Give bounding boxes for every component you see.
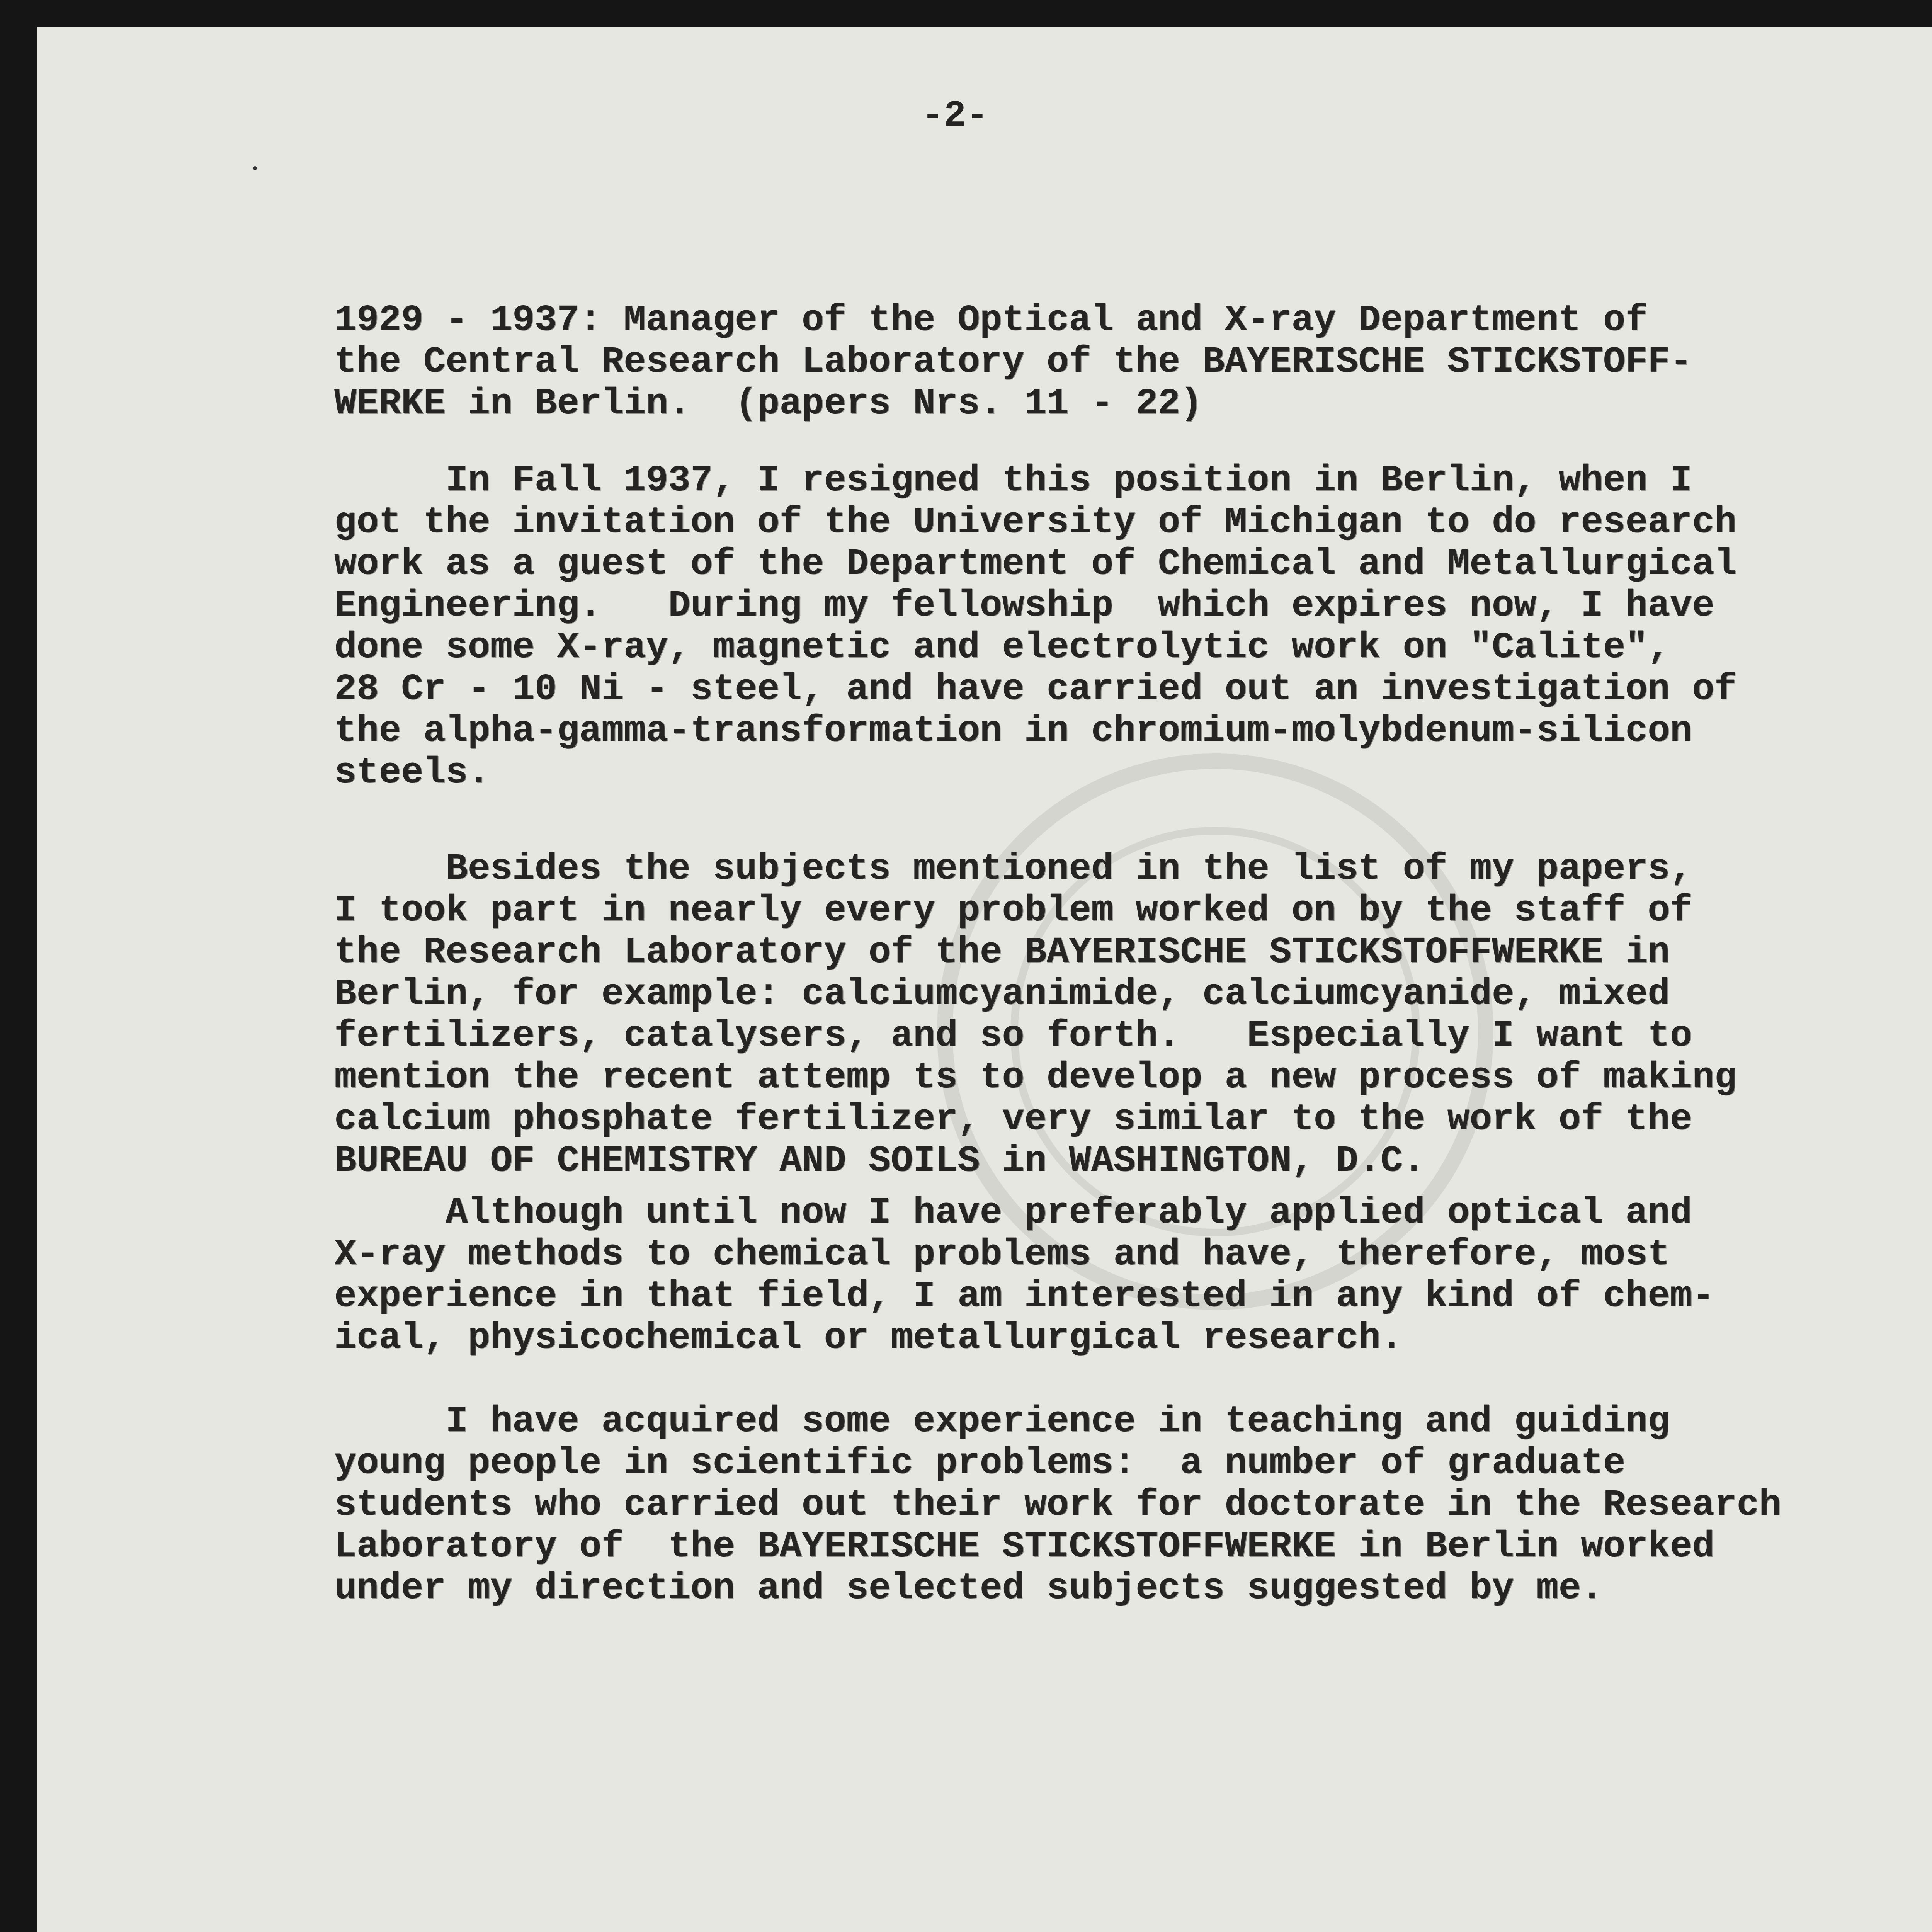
stray-ink-dot	[253, 166, 257, 170]
paragraph-employment: 1929 - 1937: Manager of the Optical and X-ray Department of the Central Research Laboratory of the BAYERISCHE STICKSTOFF- WERKE in Berlin. (papers Nrs. 11 - 22)	[334, 299, 1692, 425]
document-page	[37, 27, 1932, 1932]
paragraph-teaching-experience: I have acquired some experience in teaching and guiding young people in scientific problems: a number of graduate students who carried out their work for doctorate in the Research Laboratory of the BAYERISCHE STICKSTOFFWERKE in Berlin worked under my direction and selected subjects suggested by me.	[334, 1400, 1781, 1609]
paragraph-michigan-fellowship: In Fall 1937, I resigned this position in Berlin, when I got the invitation of the University of Michigan to do research work as a guest of the Department of Chemical and Metallurgical Engineering. During my fellowship which expires now, I have done some X-ray, magnetic and electrolytic work on "Calite", 28 Cr - 10 Ni - steel, and have carried out an investigation of the alpha-gamma-transformation in chromium-molybdenum-silicon steels.	[334, 459, 1737, 794]
paragraph-research-interests: Although until now I have preferably applied optical and X-ray methods to chemical problems and have, therefore, most experience in that field, I am interested in any kind of chem- ical, physicochemical or metallurgical research.	[334, 1192, 1714, 1359]
paragraph-research-subjects: Besides the subjects mentioned in the list of my papers, I took part in nearly every problem worked on by the staff of the Research Laboratory of the BAYERISCHE STICKSTOFFWERKE in Berlin, for example: calciumcyanimide, calciumcyanide, mixed fertilizers, catalysers, and so forth. Especially I want to mention the recent attemp ts to develop a new process of making calcium phosphate fertilizer, very similar to the work of the BUREAU OF CHEMISTRY AND SOILS in WASHINGTON, D.C.	[334, 848, 1737, 1182]
page-number: -2-	[922, 95, 988, 137]
